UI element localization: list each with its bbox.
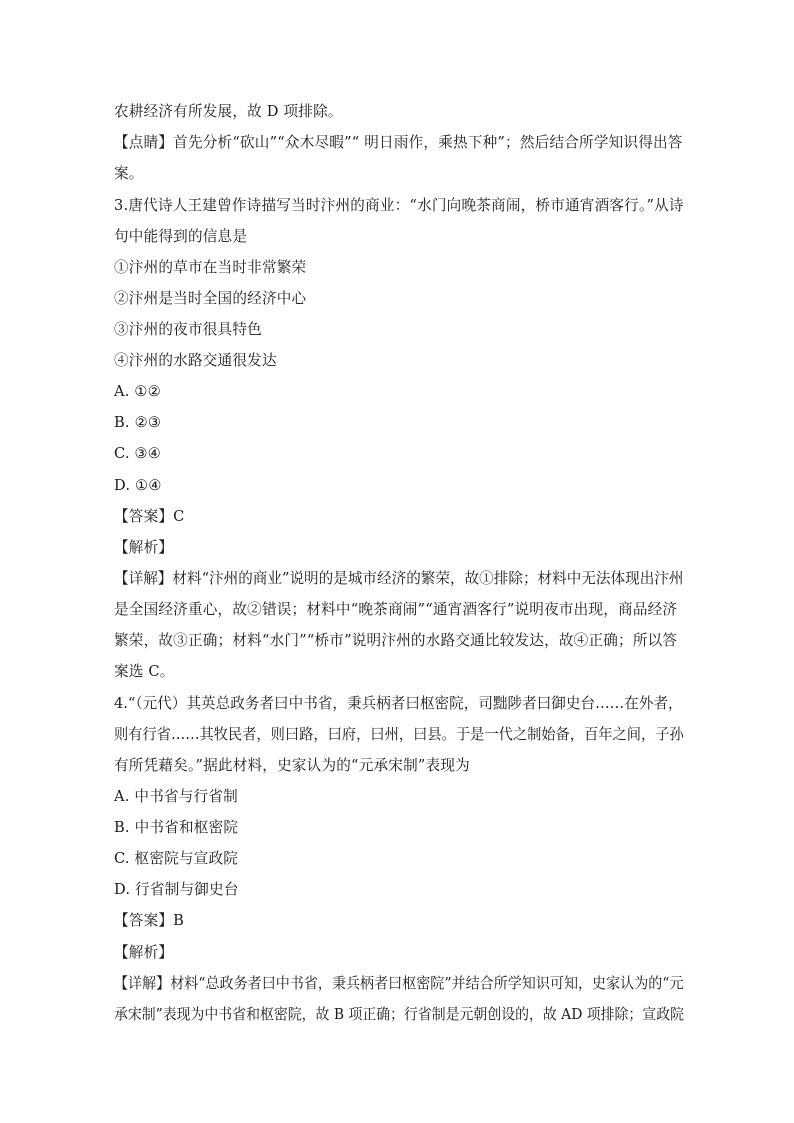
statement-4: ④汴州的水路交通很发达	[114, 352, 277, 369]
text-line: 案。	[114, 165, 144, 182]
analysis-label: 【解析】	[114, 539, 174, 556]
question-4-stem: 有所凭藉矣。”据此材料，史家认为的“元承宋制”表现为	[114, 757, 470, 774]
explanation-line: 是全国经济重心，故②错误；材料中“晚茶商闹”“通宵酒客行”说明夜市出现，商品经济	[114, 601, 678, 618]
option-d: D. ①④	[114, 477, 162, 494]
explanation-line: 【详解】材料“汴州的商业”说明的是城市经济的繁荣，故①排除；材料中无法体现出汴州	[114, 570, 684, 587]
option-b: B. 中书省和枢密院	[114, 819, 239, 836]
explanation-line: 案选 C。	[114, 663, 175, 680]
analysis-label: 【解析】	[114, 944, 174, 961]
option-a: A. ①②	[114, 383, 161, 400]
option-c: C. 枢密院与宣政院	[114, 850, 239, 867]
answer-label: 【答案】C	[114, 508, 185, 525]
question-3-stem: 3.唐代诗人王建曾作诗描写当时汴州的商业：“水门向晚茶商闹，桥市通宵酒客行。”从诗	[114, 197, 684, 214]
question-4-stem: 4.“（元代）其英总政务者曰中书省，秉兵柄者曰枢密院，司黜陟者曰御史台……在外者，	[114, 695, 683, 712]
option-b: B. ②③	[114, 414, 162, 431]
statement-3: ③汴州的夜市很具特色	[114, 321, 262, 338]
explanation-line: 繁荣，故③正确；材料“水门”“桥市”说明汴州的水路交通比较发达，故④正确；所以答	[114, 632, 678, 649]
text-line: 【点睛】首先分析“砍山”“众木尽暇”“ 明日雨作，乘热下种”；然后结合所学知识得出答	[114, 134, 683, 151]
statement-2: ②汴州是当时全国的经济中心	[114, 290, 307, 307]
statement-1: ①汴州的草市在当时非常繁荣	[114, 259, 307, 276]
answer-label: 【答案】B	[114, 912, 185, 929]
question-4-stem: 则有行省……其牧民者，则曰路，曰府，曰州，曰县。于是一代之制始备，百年之间，子孙	[114, 726, 684, 743]
option-c: C. ③④	[114, 445, 162, 462]
option-a: A. 中书省与行省制	[114, 788, 238, 805]
option-d: D. 行省制与御史台	[114, 881, 239, 898]
explanation-line: 【详解】材料“总政务者曰中书省，秉兵柄者曰枢密院”并结合所学知识可知，史家认为的“元	[114, 975, 684, 992]
explanation-line: 承宋制”表现为中书省和枢密院，故 B 项正确；行省制是元朝创设的，故 AD 项排除；宣政院	[114, 1006, 684, 1023]
text-line: 农耕经济有所发展，故 D 项排除。	[114, 103, 343, 120]
question-3-stem: 句中能得到的信息是	[114, 228, 248, 245]
